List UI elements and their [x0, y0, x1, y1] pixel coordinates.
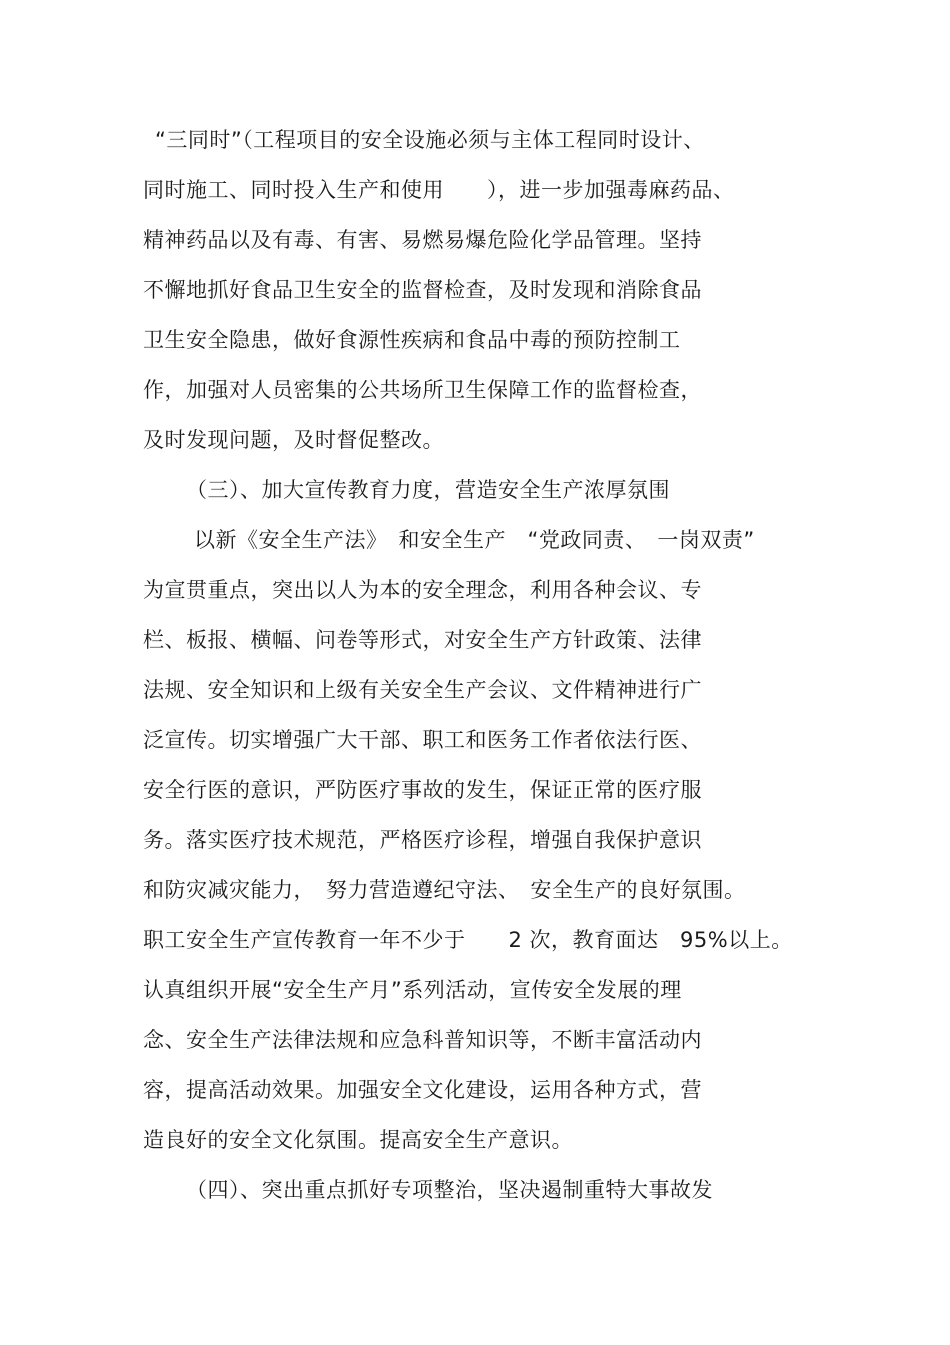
text-line: 栏、板报、横幅、问卷等形式，对安全生产方针政策、法律: [143, 628, 702, 652]
text-line: 以新《安全生产法》 和安全生产 “党政同责、 一岗双责”: [194, 528, 755, 552]
text-line: 不懈地抓好食品卫生安全的监督检查，及时发现和消除食品: [143, 278, 702, 302]
section-heading: （四）、突出重点抓好专项整治，坚决遏制重特大事故发: [186, 1178, 713, 1202]
text-line: 及时发现问题，及时督促整改。: [143, 428, 444, 452]
text-line: 法规、安全知识和上级有关安全生产会议、文件精神进行广: [143, 678, 702, 702]
text-line: 作，加强对人员密集的公共场所卫生保障工作的监督检查，: [143, 378, 702, 402]
text-line: 和防灾减灾能力， 努力营造遵纪守法、 安全生产的良好氛围。: [143, 878, 746, 902]
text-line: 造良好的安全文化氛围。提高安全生产意识。: [143, 1128, 573, 1152]
text-line: 卫生安全隐患，做好食源性疾病和食品中毒的预防控制工: [143, 328, 681, 352]
text-line: 认真组织开展“安全生产月”系列活动，宣传安全发展的理: [143, 978, 682, 1002]
section-heading: （三）、加大宣传教育力度，营造安全生产浓厚氛围: [186, 478, 670, 502]
text-line: 容，提高活动效果。加强安全文化建设，运用各种方式，营: [143, 1078, 702, 1102]
text-line: 同时施工、同时投入生产和使用 ），进一步加强毒麻药品、: [143, 178, 735, 202]
text-line: 为宣贯重点，突出以人为本的安全理念，利用各种会议、专: [143, 578, 702, 602]
text-line: 精神药品以及有毒、有害、易燃易爆危险化学品管理。坚持: [143, 228, 702, 252]
text-line: 泛宣传。切实增强广大干部、职工和医务工作者依法行医、: [143, 728, 702, 752]
text-line: 安全行医的意识，严防医疗事故的发生，保证正常的医疗服: [143, 778, 702, 802]
text-line: 职工安全生产宣传教育一年不少于 2 次，教育面达 95%以上。: [143, 928, 793, 952]
text-line: 务。落实医疗技术规范，严格医疗诊程，增强自我保护意识: [143, 828, 702, 852]
text-line: 念、安全生产法律法规和应急科普知识等，不断丰富活动内: [143, 1028, 702, 1052]
text-line: “三同时”（工程项目的安全设施必须与主体工程同时设计、: [155, 128, 705, 152]
